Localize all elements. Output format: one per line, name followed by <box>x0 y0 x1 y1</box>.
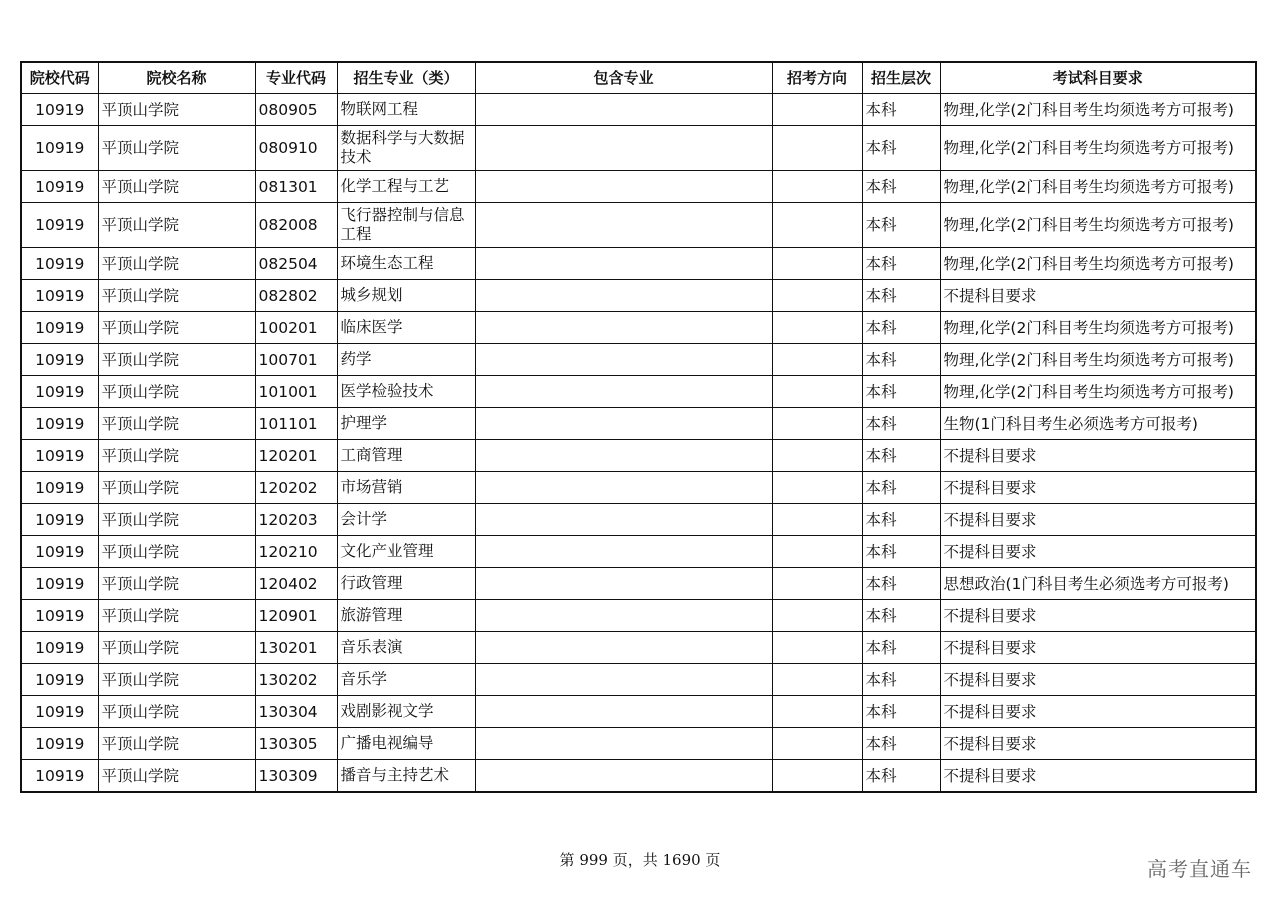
cell-school-code: 10919 <box>21 280 98 312</box>
table-row <box>21 536 1256 568</box>
cell-major: 临床医学 <box>337 312 475 344</box>
cell-level: 本科 <box>862 536 940 568</box>
cell-direction <box>772 568 862 600</box>
cell-school-code: 10919 <box>21 728 98 760</box>
cell-includes <box>475 376 772 408</box>
cell-level: 本科 <box>862 248 940 280</box>
cell-major: 环境生态工程 <box>337 248 475 280</box>
cell-school-name: 平顶山学院 <box>98 568 255 600</box>
cell-includes <box>475 440 772 472</box>
cell-school-code: 10919 <box>21 760 98 793</box>
cell-major: 会计学 <box>337 504 475 536</box>
cell-school-code: 10919 <box>21 696 98 728</box>
cell-includes <box>475 94 772 126</box>
cell-major-code: 130304 <box>255 696 337 728</box>
cell-level: 本科 <box>862 171 940 203</box>
header-school-name: 院校名称 <box>98 62 255 94</box>
cell-requirement: 不提科目要求 <box>940 696 1256 728</box>
cell-direction <box>772 126 862 171</box>
cell-level: 本科 <box>862 728 940 760</box>
cell-school-name: 平顶山学院 <box>98 344 255 376</box>
cell-major: 物联网工程 <box>337 94 475 126</box>
cell-major: 数据科学与大数据技术 <box>337 126 475 171</box>
cell-requirement: 物理,化学(2门科目考生均须选考方可报考) <box>940 94 1256 126</box>
header-includes: 包含专业 <box>475 62 772 94</box>
cell-requirement: 物理,化学(2门科目考生均须选考方可报考) <box>940 376 1256 408</box>
cell-requirement: 不提科目要求 <box>940 504 1256 536</box>
cell-includes <box>475 760 772 793</box>
cell-direction <box>772 344 862 376</box>
cell-includes <box>475 600 772 632</box>
cell-includes <box>475 126 772 171</box>
cell-direction <box>772 203 862 248</box>
cell-school-code: 10919 <box>21 203 98 248</box>
table-row <box>21 664 1256 696</box>
cell-level: 本科 <box>862 126 940 171</box>
table-row <box>21 376 1256 408</box>
cell-requirement: 不提科目要求 <box>940 600 1256 632</box>
cell-level: 本科 <box>862 760 940 793</box>
cell-requirement: 物理,化学(2门科目考生均须选考方可报考) <box>940 203 1256 248</box>
cell-school-name: 平顶山学院 <box>98 536 255 568</box>
cell-major-code: 080910 <box>255 126 337 171</box>
cell-major: 医学检验技术 <box>337 376 475 408</box>
cell-major: 播音与主持艺术 <box>337 760 475 793</box>
cell-major: 护理学 <box>337 408 475 440</box>
cell-direction <box>772 312 862 344</box>
cell-requirement: 思想政治(1门科目考生必须选考方可报考) <box>940 568 1256 600</box>
cell-requirement: 不提科目要求 <box>940 664 1256 696</box>
table-row <box>21 568 1256 600</box>
cell-school-name: 平顶山学院 <box>98 171 255 203</box>
table-row <box>21 94 1256 126</box>
cell-major: 戏剧影视文学 <box>337 696 475 728</box>
cell-school-name: 平顶山学院 <box>98 126 255 171</box>
cell-school-name: 平顶山学院 <box>98 600 255 632</box>
cell-major-code: 120210 <box>255 536 337 568</box>
cell-includes <box>475 504 772 536</box>
cell-direction <box>772 376 862 408</box>
cell-includes <box>475 280 772 312</box>
cell-requirement: 不提科目要求 <box>940 536 1256 568</box>
cell-school-code: 10919 <box>21 440 98 472</box>
cell-level: 本科 <box>862 312 940 344</box>
cell-school-code: 10919 <box>21 248 98 280</box>
cell-school-name: 平顶山学院 <box>98 248 255 280</box>
cell-major: 行政管理 <box>337 568 475 600</box>
cell-includes <box>475 344 772 376</box>
cell-requirement: 生物(1门科目考生必须选考方可报考) <box>940 408 1256 440</box>
cell-requirement: 不提科目要求 <box>940 280 1256 312</box>
cell-level: 本科 <box>862 94 940 126</box>
cell-major-code: 082802 <box>255 280 337 312</box>
header-major: 招生专业（类） <box>337 62 475 94</box>
cell-requirement: 物理,化学(2门科目考生均须选考方可报考) <box>940 312 1256 344</box>
cell-school-name: 平顶山学院 <box>98 94 255 126</box>
cell-major-code: 100201 <box>255 312 337 344</box>
header-level: 招生层次 <box>862 62 940 94</box>
cell-includes <box>475 248 772 280</box>
cell-school-code: 10919 <box>21 126 98 171</box>
table-row <box>21 126 1256 171</box>
cell-includes <box>475 728 772 760</box>
cell-requirement: 物理,化学(2门科目考生均须选考方可报考) <box>940 171 1256 203</box>
cell-direction <box>772 440 862 472</box>
cell-includes <box>475 664 772 696</box>
cell-school-name: 平顶山学院 <box>98 728 255 760</box>
cell-school-code: 10919 <box>21 600 98 632</box>
cell-includes <box>475 171 772 203</box>
cell-requirement: 不提科目要求 <box>940 760 1256 793</box>
cell-major: 文化产业管理 <box>337 536 475 568</box>
table-row <box>21 504 1256 536</box>
table-row <box>21 696 1256 728</box>
cell-major: 化学工程与工艺 <box>337 171 475 203</box>
cell-direction <box>772 504 862 536</box>
cell-school-code: 10919 <box>21 376 98 408</box>
cell-level: 本科 <box>862 568 940 600</box>
cell-school-code: 10919 <box>21 536 98 568</box>
cell-school-name: 平顶山学院 <box>98 376 255 408</box>
cell-school-code: 10919 <box>21 171 98 203</box>
cell-includes <box>475 536 772 568</box>
cell-major-code: 082504 <box>255 248 337 280</box>
cell-includes <box>475 203 772 248</box>
cell-includes <box>475 568 772 600</box>
header-major-code: 专业代码 <box>255 62 337 94</box>
cell-direction <box>772 664 862 696</box>
cell-major-code: 082008 <box>255 203 337 248</box>
cell-level: 本科 <box>862 280 940 312</box>
cell-school-name: 平顶山学院 <box>98 472 255 504</box>
cell-direction <box>772 632 862 664</box>
cell-includes <box>475 696 772 728</box>
cell-school-name: 平顶山学院 <box>98 760 255 793</box>
cell-direction <box>772 536 862 568</box>
cell-requirement: 不提科目要求 <box>940 440 1256 472</box>
header-row <box>21 62 1256 94</box>
cell-level: 本科 <box>862 408 940 440</box>
cell-major-code: 120203 <box>255 504 337 536</box>
cell-school-name: 平顶山学院 <box>98 203 255 248</box>
cell-school-name: 平顶山学院 <box>98 664 255 696</box>
table-row <box>21 280 1256 312</box>
cell-level: 本科 <box>862 504 940 536</box>
cell-major-code: 130201 <box>255 632 337 664</box>
cell-direction <box>772 408 862 440</box>
cell-direction <box>772 280 862 312</box>
cell-major: 飞行器控制与信息工程 <box>337 203 475 248</box>
table-row <box>21 600 1256 632</box>
cell-school-code: 10919 <box>21 504 98 536</box>
cell-school-code: 10919 <box>21 472 98 504</box>
cell-direction <box>772 171 862 203</box>
cell-major-code: 120201 <box>255 440 337 472</box>
cell-school-name: 平顶山学院 <box>98 504 255 536</box>
cell-requirement: 物理,化学(2门科目考生均须选考方可报考) <box>940 344 1256 376</box>
cell-includes <box>475 312 772 344</box>
cell-includes <box>475 632 772 664</box>
cell-major-code: 130309 <box>255 760 337 793</box>
cell-school-code: 10919 <box>21 632 98 664</box>
header-direction: 招考方向 <box>772 62 862 94</box>
cell-direction <box>772 600 862 632</box>
cell-school-name: 平顶山学院 <box>98 696 255 728</box>
cell-requirement: 物理,化学(2门科目考生均须选考方可报考) <box>940 248 1256 280</box>
cell-level: 本科 <box>862 376 940 408</box>
cell-includes <box>475 472 772 504</box>
cell-requirement: 不提科目要求 <box>940 728 1256 760</box>
table-row <box>21 408 1256 440</box>
cell-level: 本科 <box>862 203 940 248</box>
cell-major-code: 120202 <box>255 472 337 504</box>
table-body <box>21 94 1256 793</box>
cell-level: 本科 <box>862 696 940 728</box>
table-row <box>21 472 1256 504</box>
cell-direction <box>772 94 862 126</box>
cell-major-code: 130202 <box>255 664 337 696</box>
header-school-code: 院校代码 <box>21 62 98 94</box>
cell-major: 市场营销 <box>337 472 475 504</box>
cell-major: 药学 <box>337 344 475 376</box>
cell-major: 音乐学 <box>337 664 475 696</box>
cell-school-code: 10919 <box>21 344 98 376</box>
cell-requirement: 不提科目要求 <box>940 472 1256 504</box>
cell-major-code: 101001 <box>255 376 337 408</box>
cell-major: 广播电视编导 <box>337 728 475 760</box>
cell-direction <box>772 696 862 728</box>
cell-major-code: 080905 <box>255 94 337 126</box>
cell-requirement: 物理,化学(2门科目考生均须选考方可报考) <box>940 126 1256 171</box>
cell-level: 本科 <box>862 344 940 376</box>
table-row <box>21 248 1256 280</box>
cell-level: 本科 <box>862 632 940 664</box>
admission-table <box>20 61 1257 793</box>
table-row <box>21 344 1256 376</box>
cell-major-code: 130305 <box>255 728 337 760</box>
cell-major: 工商管理 <box>337 440 475 472</box>
cell-major: 旅游管理 <box>337 600 475 632</box>
cell-includes <box>475 408 772 440</box>
cell-major-code: 101101 <box>255 408 337 440</box>
cell-school-code: 10919 <box>21 568 98 600</box>
cell-major-code: 081301 <box>255 171 337 203</box>
table-row <box>21 632 1256 664</box>
table-row <box>21 440 1256 472</box>
cell-school-code: 10919 <box>21 408 98 440</box>
cell-school-code: 10919 <box>21 94 98 126</box>
page-number: 第 999 页，共 1690 页 <box>559 851 721 869</box>
cell-level: 本科 <box>862 472 940 504</box>
cell-school-name: 平顶山学院 <box>98 632 255 664</box>
cell-major: 音乐表演 <box>337 632 475 664</box>
cell-requirement: 不提科目要求 <box>940 632 1256 664</box>
cell-major-code: 100701 <box>255 344 337 376</box>
cell-school-code: 10919 <box>21 312 98 344</box>
table-row <box>21 203 1256 248</box>
cell-school-name: 平顶山学院 <box>98 408 255 440</box>
cell-direction <box>772 248 862 280</box>
cell-level: 本科 <box>862 664 940 696</box>
watermark: 高考直通车 <box>1147 857 1252 881</box>
table-row <box>21 728 1256 760</box>
cell-major: 城乡规划 <box>337 280 475 312</box>
cell-direction <box>772 760 862 793</box>
table-row <box>21 171 1256 203</box>
cell-level: 本科 <box>862 440 940 472</box>
cell-school-code: 10919 <box>21 664 98 696</box>
table-row <box>21 760 1256 793</box>
header-requirement: 考试科目要求 <box>940 62 1256 94</box>
table-row <box>21 312 1256 344</box>
cell-school-name: 平顶山学院 <box>98 312 255 344</box>
cell-level: 本科 <box>862 600 940 632</box>
cell-school-name: 平顶山学院 <box>98 280 255 312</box>
cell-school-name: 平顶山学院 <box>98 440 255 472</box>
cell-direction <box>772 728 862 760</box>
cell-major-code: 120402 <box>255 568 337 600</box>
cell-direction <box>772 472 862 504</box>
cell-major-code: 120901 <box>255 600 337 632</box>
